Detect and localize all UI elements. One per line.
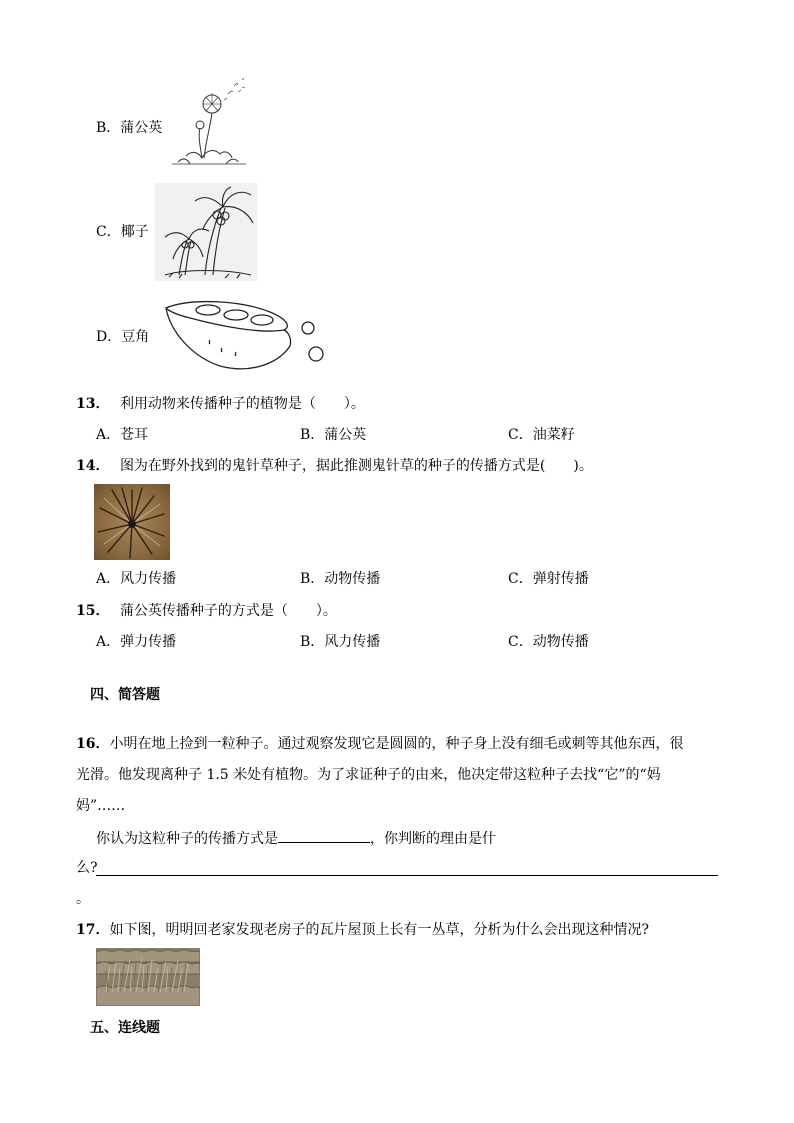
dandelion-illustration	[168, 78, 250, 174]
question-16-prompt-a: 你认为这粒种子的传播方式是	[96, 831, 278, 847]
q15-option-a[interactable]: A．弹力传播	[96, 634, 177, 650]
q13-option-a[interactable]: A．苍耳	[96, 427, 149, 443]
answer-line-reason[interactable]	[96, 875, 718, 876]
section-4-title: 四、简答题	[90, 687, 160, 703]
bidens-seed-photo	[94, 484, 170, 560]
question-16-line-2: 光滑。他发现离种子 1.5 米处有植物。为了求证种子的由来，他决定带这粒种子去找“它”的“妈	[76, 767, 661, 783]
q14-option-a[interactable]: A．风力传播	[96, 571, 177, 587]
question-13-stem: 利用动物来传播种子的植物是（ ）。	[119, 396, 365, 412]
q13-option-c[interactable]: C．油菜籽	[508, 427, 575, 443]
answer-blank-method[interactable]	[278, 828, 370, 843]
option-b-dandelion[interactable]: B．蒲公英	[96, 120, 163, 136]
question-16-line-1	[76, 735, 683, 753]
q15-option-b[interactable]: B．风力传播	[300, 634, 381, 650]
bean-pod-illustration	[160, 290, 328, 378]
question-13	[76, 395, 365, 413]
q15-option-c[interactable]: C．动物传播	[508, 634, 589, 650]
q14-option-b[interactable]: B．动物传播	[300, 571, 381, 587]
q14-option-c[interactable]: C．弹射传播	[508, 571, 589, 587]
question-16-line-6: 。	[76, 891, 90, 907]
option-d-bean-pod[interactable]: D．豆角	[96, 329, 150, 345]
question-14	[76, 457, 593, 475]
question-14-number: 14．	[76, 458, 110, 474]
question-17	[76, 921, 649, 939]
section-5-title: 五、连线题	[90, 1020, 160, 1036]
q13-option-b[interactable]: B．蒲公英	[300, 427, 367, 443]
question-15-number: 15．	[76, 603, 110, 619]
roof-grass-photo	[96, 948, 200, 1006]
coconut-palm-illustration	[155, 183, 257, 281]
question-17-stem: 如下图，明明回老家发现老房子的瓦片屋顶上长有一丛草，分析为什么会出现这种情况?	[109, 922, 649, 938]
question-16-line-4	[96, 828, 496, 848]
question-16-prompt-b: ，你判断的理由是什	[370, 831, 496, 847]
question-13-number: 13．	[76, 396, 110, 412]
question-15-stem: 蒲公英传播种子的方式是（ ）。	[119, 603, 337, 619]
question-15	[76, 602, 337, 620]
question-16-number: 16．	[76, 736, 110, 752]
question-16-line-5: 么?	[76, 860, 98, 876]
question-17-number: 17．	[76, 922, 110, 938]
question-16-text-1: 小明在地上捡到一粒种子。通过观察发现它是圆圆的，种子身上没有细毛或刺等其他东西，很	[109, 736, 684, 752]
option-c-coconut[interactable]: C．椰子	[96, 224, 149, 240]
question-16-line-3: 妈”……	[76, 798, 126, 814]
question-14-stem: 图为在野外找到的鬼针草种子，据此推测鬼针草的种子的传播方式是( )。	[119, 458, 593, 474]
